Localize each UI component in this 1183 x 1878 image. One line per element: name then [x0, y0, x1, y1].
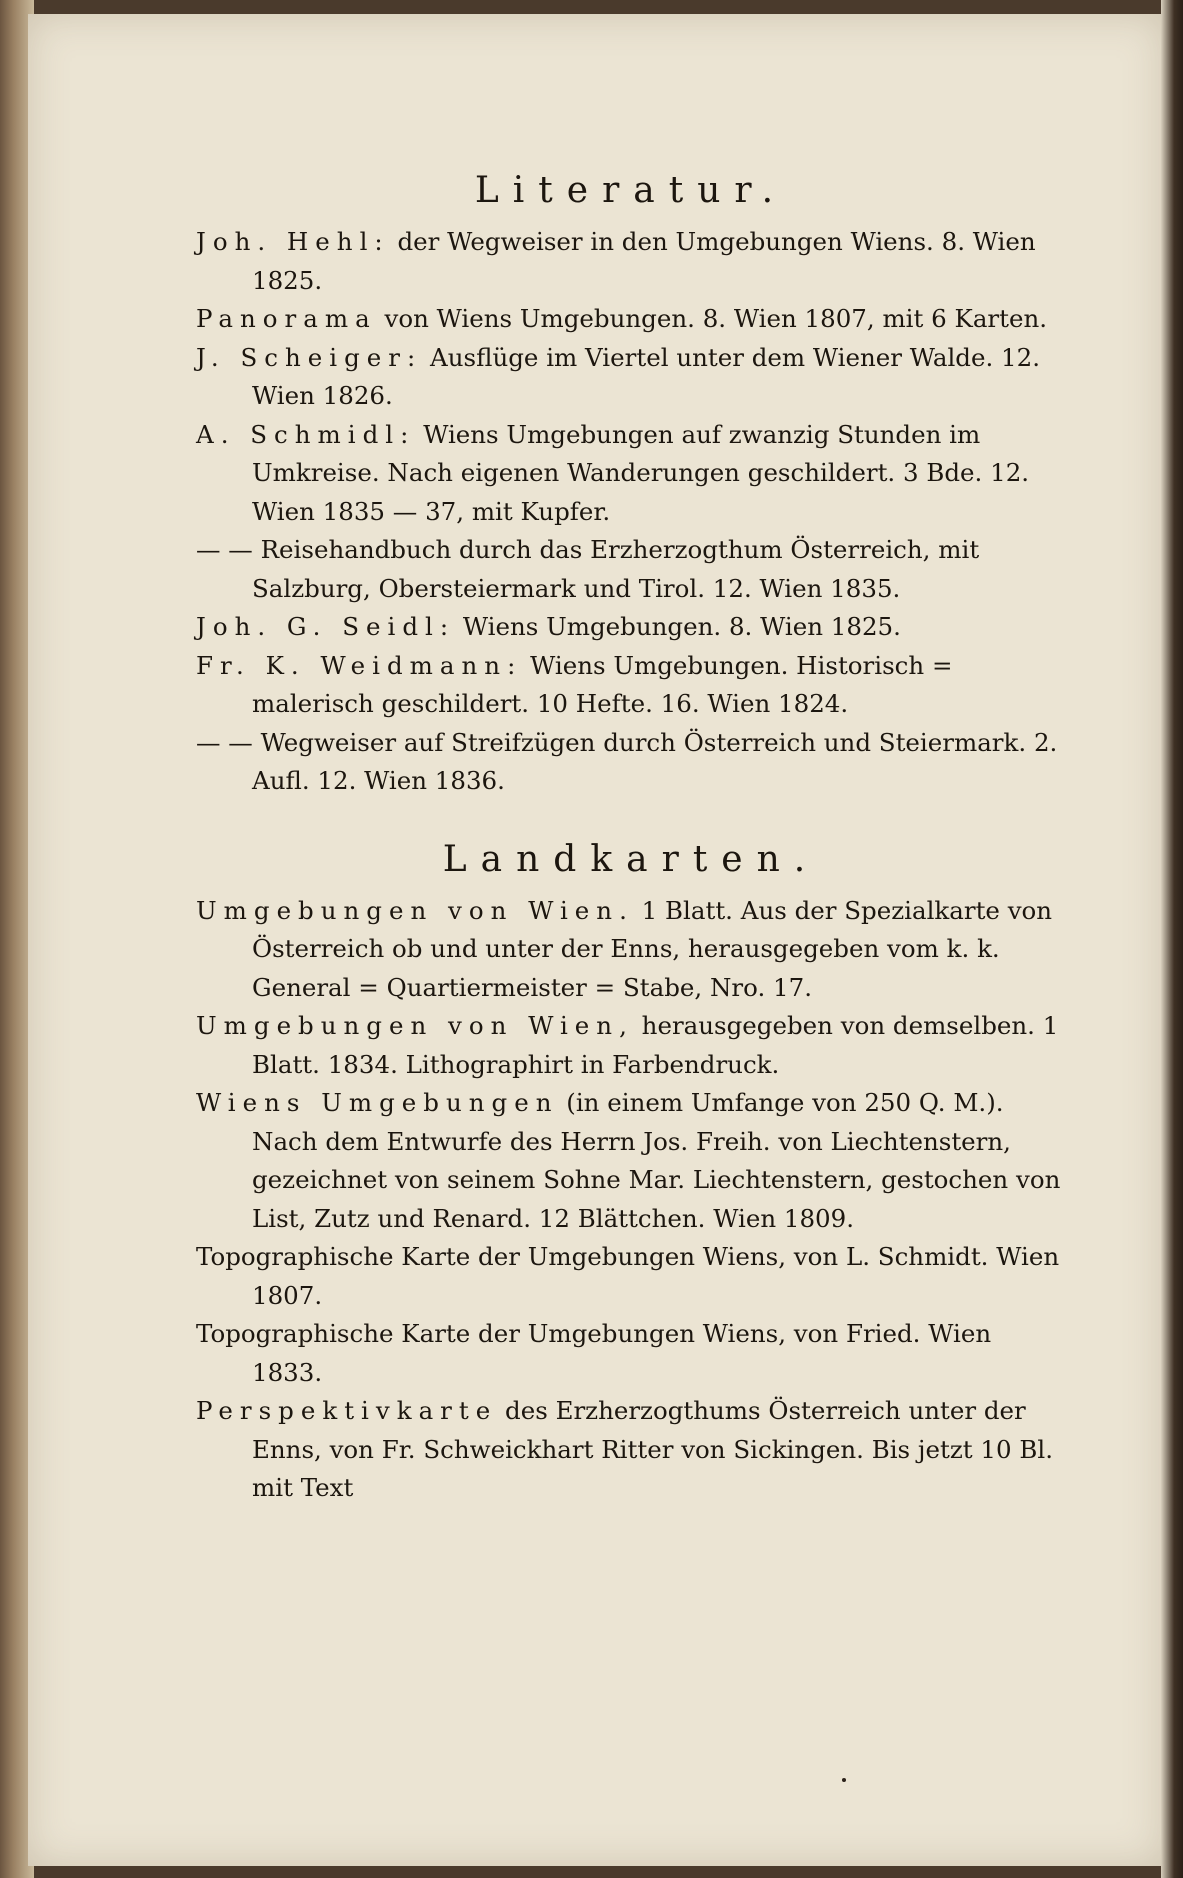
bibliography-entry: [196, 339, 1066, 416]
map-entry: [196, 1007, 1066, 1084]
entry-text: Topographische Karte der Umgebungen Wiens, von L. Schmidt. Wien 1807.: [196, 1242, 1060, 1310]
entry-author: Fr. K. Weidmann:: [196, 650, 523, 680]
entry-text: von Wiens Umgebungen. 8. Wien 1807, mit 6 Karten.: [376, 304, 1048, 333]
entry-text: Wiens Umgebungen. Historisch = malerisch geschildert. 10 Hefte. 16. Wien 1824.: [252, 650, 953, 718]
bibliography-entry: [196, 724, 1066, 801]
map-entry: [196, 1392, 1066, 1508]
entry-author: — —: [196, 727, 253, 757]
entry-text: des Erzherzogthums Österreich unter der Enns, von Fr. Schweickhart Ritter von Sickingen. Bis jetzt 10 Bl. mit Text: [252, 1396, 1053, 1502]
entry-text: Topographische Karte der Umgebungen Wiens, von Fried. Wien 1833.: [196, 1319, 992, 1387]
heading-literatur: Literatur.: [474, 170, 788, 211]
entry-author: Wiens Umgebungen: [196, 1088, 559, 1117]
bibliography-entry: [196, 223, 1066, 300]
entry-author: Perspektivkarte: [196, 1396, 498, 1425]
bibliography-entry: [196, 608, 1066, 647]
page-content: [196, 170, 1066, 1508]
entry-author: Joh. G. Seidl:: [196, 612, 456, 641]
entry-author: J. Scheiger:: [196, 342, 423, 372]
entry-text: 1 Blatt. Aus der Spezialkarte von Österreich ob und unter der Enns, herausgegeben vom k. k. General = Quartiermeister = Stabe, Nro. 17.: [252, 895, 1053, 1002]
bibliography-entry: [196, 531, 1066, 608]
ink-speck: [842, 1778, 846, 1782]
entry-author: Umgebungen von Wien.: [196, 895, 634, 925]
bibliography-entry: [196, 647, 1066, 724]
entry-text: herausgegeben von demselben. 1 Blatt. 1834. Lithographirt in Farbendruck.: [252, 1011, 1059, 1079]
bibliography-entry: [196, 300, 1066, 339]
entry-text: Ausflüge im Viertel unter dem Wiener Walde. 12. Wien 1826.: [252, 342, 1041, 410]
entry-author: Joh. Hehl:: [196, 227, 390, 256]
entry-text: (in einem Umfange von 250 Q. M.). Nach dem Entwurfe des Herrn Jos. Freih. von Liechtenstern, gezeichnet von seinem Sohne Mar. Liechtenstern, gestochen von List, Zutz und Renard. 12 Blättchen. Wien 1809.: [252, 1088, 1061, 1233]
map-entry: [196, 892, 1066, 1008]
entry-text: Wegweiser auf Streifzügen durch Österreich und Steiermark. 2. Aufl. 12. Wien 1836.: [252, 727, 1058, 795]
map-entry: [196, 1315, 1066, 1392]
entry-text: Wiens Umgebungen auf zwanzig Stunden im Umkreise. Nach eigenen Wanderungen geschildert. 3 Bde. 12. Wien 1835 — 37, mit Kupfer.: [252, 419, 1030, 526]
entry-text: der Wegweiser in den Umgebungen Wiens. 8. Wien 1825.: [252, 227, 1036, 295]
entry-author: A. Schmidl:: [196, 419, 416, 449]
entry-author: — —: [196, 535, 253, 564]
bibliography-entry: [196, 416, 1066, 532]
entry-author: Umgebungen von Wien,: [196, 1011, 634, 1040]
heading-landkarten: Landkarten.: [442, 838, 820, 880]
map-entry: [196, 1238, 1066, 1315]
entry-text: Reisehandbuch durch das Erzherzogthum Österreich, mit Salzburg, Obersteiermark und Tirol. 12. Wien 1835.: [252, 535, 980, 603]
entry-author: Panorama: [196, 304, 377, 333]
page-edge: [1161, 0, 1183, 1878]
map-entry: [196, 1084, 1066, 1238]
entry-text: Wiens Umgebungen. 8. Wien 1825.: [455, 612, 901, 641]
